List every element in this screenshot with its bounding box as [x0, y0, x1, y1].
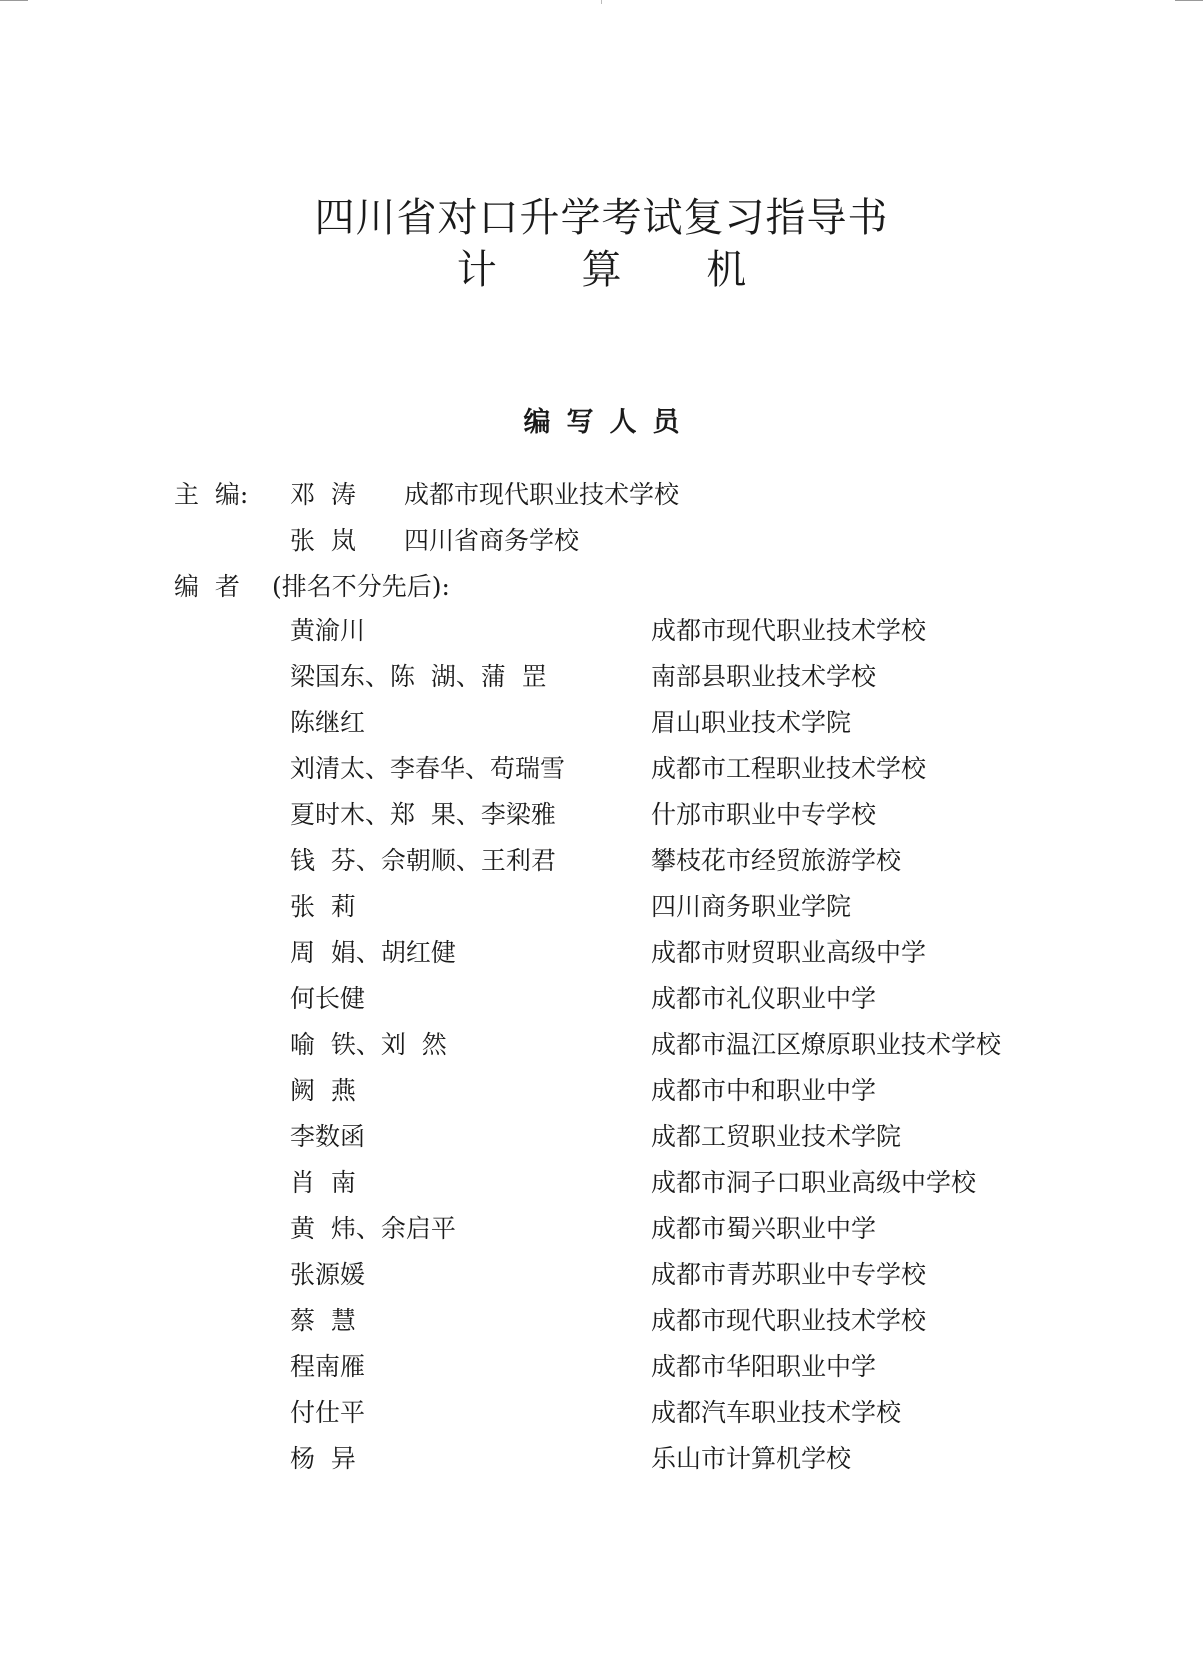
editor-row — [0, 1166, 1203, 1200]
editor-row — [0, 1120, 1203, 1154]
editor-names: 刘清太、李春华、苟瑞雪 — [290, 754, 566, 783]
editor-order-note: (排名不分先后): — [272, 572, 450, 601]
book-subject: 计 算 机 — [456, 247, 783, 293]
editor-school: 成都市现代职业技术学校 — [651, 1306, 927, 1335]
editor-school: 成都工贸职业技术学院 — [651, 1122, 902, 1151]
editor-names: 肖 南 — [290, 1168, 356, 1197]
editor-names: 程南雁 — [290, 1352, 366, 1381]
crop-mark-right — [1175, 0, 1203, 1]
crop-mark-center — [601, 0, 602, 4]
editor-names: 张 莉 — [290, 892, 356, 921]
editor-row — [0, 1028, 1203, 1062]
crop-mark-left — [0, 0, 28, 1]
book-title: 四川省对口升学考试复习指导书 — [314, 195, 889, 241]
editor-names: 杨 异 — [290, 1444, 356, 1473]
editor-school: 眉山职业技术学院 — [651, 708, 852, 737]
editor-names: 付仕平 — [290, 1398, 366, 1427]
editor-school: 成都市财贸职业高级中学 — [651, 938, 927, 967]
editor-row — [0, 706, 1203, 740]
editor-label: 编 者 — [174, 572, 240, 601]
editor-school: 成都市温江区燎原职业技术学校 — [651, 1030, 1002, 1059]
editor-names: 阙 燕 — [290, 1076, 356, 1105]
editor-names: 李数函 — [290, 1122, 366, 1151]
editor-row — [0, 936, 1203, 970]
editor-row — [0, 1304, 1203, 1338]
editor-names: 梁国东、陈 湖、蒲 罡 — [290, 662, 547, 691]
editor-row — [0, 614, 1203, 648]
editor-school: 成都汽车职业技术学校 — [651, 1398, 902, 1427]
editor-school: 乐山市计算机学校 — [651, 1444, 852, 1473]
editor-row — [0, 798, 1203, 832]
editor-names: 夏时木、郑 果、李梁雅 — [290, 800, 556, 829]
chief-editor-school: 成都市现代职业技术学校 — [404, 480, 680, 509]
editor-row — [0, 1442, 1203, 1476]
editor-row — [0, 660, 1203, 694]
chief-editor-name: 邓 涛 — [290, 480, 356, 509]
editor-row — [0, 890, 1203, 924]
editor-names: 蔡 慧 — [290, 1306, 356, 1335]
editor-names: 陈继红 — [290, 708, 366, 737]
editor-row — [0, 1258, 1203, 1292]
editor-names: 喻 铁、刘 然 — [290, 1030, 447, 1059]
editor-list — [0, 614, 1203, 1514]
chief-editor-school: 四川省商务学校 — [404, 526, 580, 555]
chief-editor-label: 主 编: — [174, 480, 249, 509]
editor-names: 黄 炜、余启平 — [290, 1214, 456, 1243]
editor-names: 张源媛 — [290, 1260, 366, 1289]
chief-editor-name: 张 岚 — [290, 526, 356, 555]
editor-school: 四川商务职业学院 — [651, 892, 852, 921]
editor-row — [0, 1074, 1203, 1108]
editor-row — [0, 1350, 1203, 1384]
section-heading: 编写人员 — [523, 407, 696, 438]
editor-school: 什邡市职业中专学校 — [651, 800, 877, 829]
editor-names: 钱 芬、佘朝顺、王利君 — [290, 846, 556, 875]
editor-names: 周 娟、胡红健 — [290, 938, 456, 967]
editor-school: 南部县职业技术学校 — [651, 662, 877, 691]
editor-school: 成都市工程职业技术学校 — [651, 754, 927, 783]
editor-row — [0, 752, 1203, 786]
editor-row — [0, 844, 1203, 878]
editor-school: 攀枝花市经贸旅游学校 — [651, 846, 902, 875]
editor-row — [0, 982, 1203, 1016]
editor-school: 成都市现代职业技术学校 — [651, 616, 927, 645]
editor-names: 何长健 — [290, 984, 366, 1013]
editor-school: 成都市青苏职业中专学校 — [651, 1260, 927, 1289]
editor-row — [0, 1212, 1203, 1246]
editor-row — [0, 1396, 1203, 1430]
editor-school: 成都市洞子口职业高级中学校 — [651, 1168, 977, 1197]
editor-school: 成都市蜀兴职业中学 — [651, 1214, 877, 1243]
editor-school: 成都市中和职业中学 — [651, 1076, 877, 1105]
editor-names: 黄渝川 — [290, 616, 366, 645]
editor-school: 成都市礼仪职业中学 — [651, 984, 877, 1013]
editor-school: 成都市华阳职业中学 — [651, 1352, 877, 1381]
